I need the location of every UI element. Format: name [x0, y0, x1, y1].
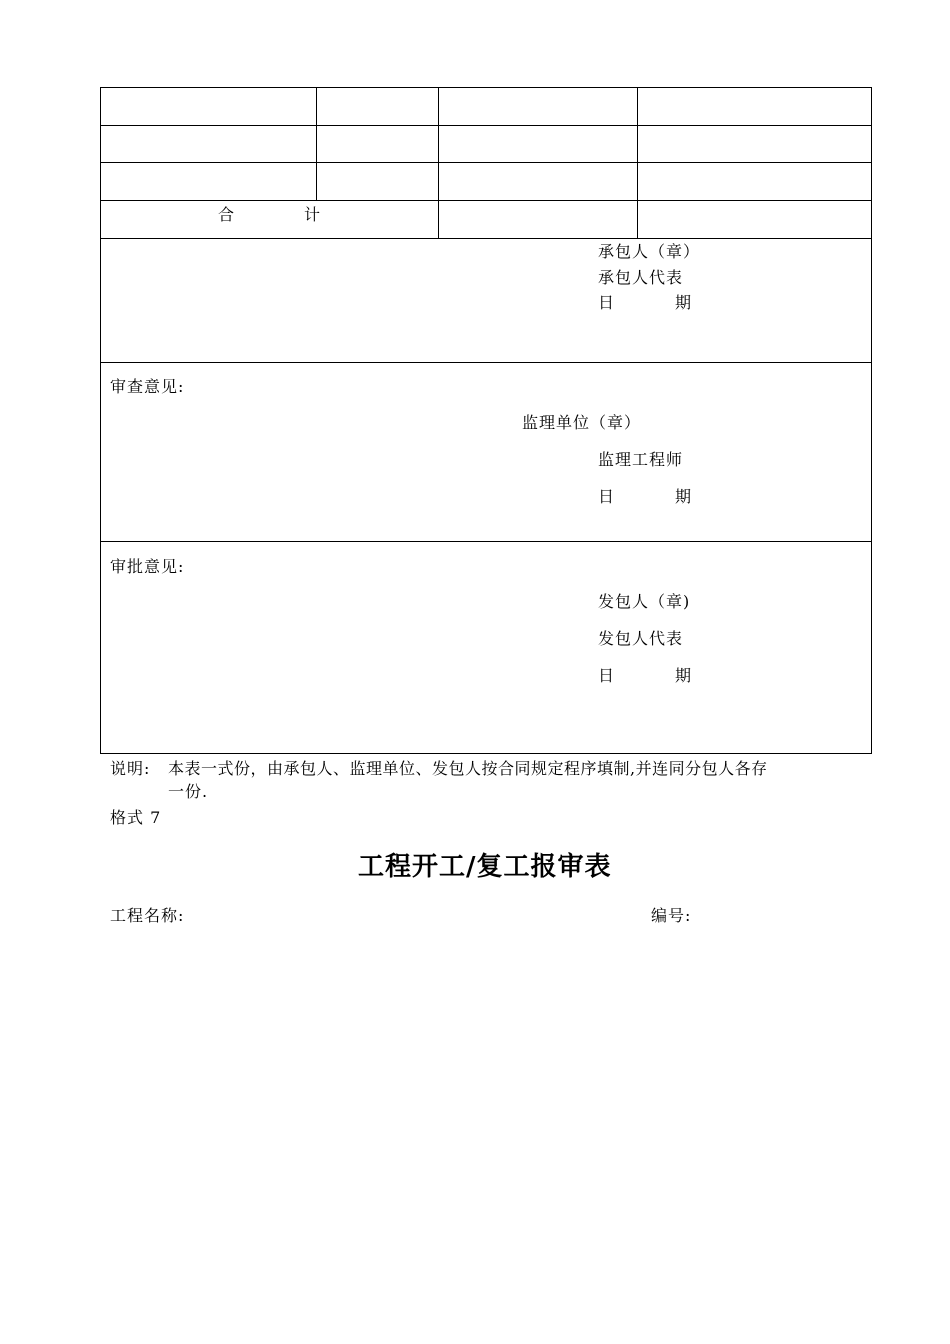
table-line: [100, 162, 872, 163]
employer-representative-label: 发包人代表: [598, 629, 684, 648]
table-line: [637, 87, 638, 238]
form-title: 工程开工/复工报审表: [358, 852, 612, 882]
table-line: [871, 87, 872, 754]
number-label: 编号:: [651, 906, 692, 925]
contractor-date-char-2: 期: [675, 293, 693, 312]
review-date-char-1: 日: [598, 487, 616, 506]
table-line: [100, 200, 872, 201]
supervisor-seal-label: 监理单位（章）: [522, 413, 642, 432]
table-line: [100, 753, 872, 754]
table-line: [100, 125, 872, 126]
table-line: [100, 362, 872, 363]
table-line: [438, 87, 439, 238]
supervising-engineer-label: 监理工程师: [598, 450, 684, 469]
table-line: [100, 238, 872, 239]
approval-date-char-1: 日: [598, 666, 616, 685]
contractor-seal-label: 承包人（章）: [598, 242, 701, 261]
contractor-representative-label: 承包人代表: [598, 268, 684, 287]
employer-seal-label: 发包人（章): [598, 592, 691, 611]
project-name-label: 工程名称:: [110, 906, 185, 925]
note-line-2: 一份.: [168, 782, 209, 801]
note-line-1: 本表一式份，由承包人、监理单位、发包人按合同规定程序填制,并连同分包人各存: [168, 759, 768, 778]
total-char-1: 合: [218, 205, 236, 224]
contractor-date-char-1: 日: [598, 293, 616, 312]
table-line: [316, 87, 317, 200]
format-label: 格式 7: [110, 808, 162, 827]
review-heading: 审查意见:: [110, 377, 185, 396]
table-line: [100, 87, 872, 88]
total-char-2: 计: [304, 205, 322, 224]
note-prefix: 说明:: [110, 759, 151, 778]
table-line: [100, 541, 872, 542]
approval-date-char-2: 期: [675, 666, 693, 685]
table-line: [100, 87, 101, 754]
review-date-char-2: 期: [675, 487, 693, 506]
approval-heading: 审批意见:: [110, 557, 185, 576]
